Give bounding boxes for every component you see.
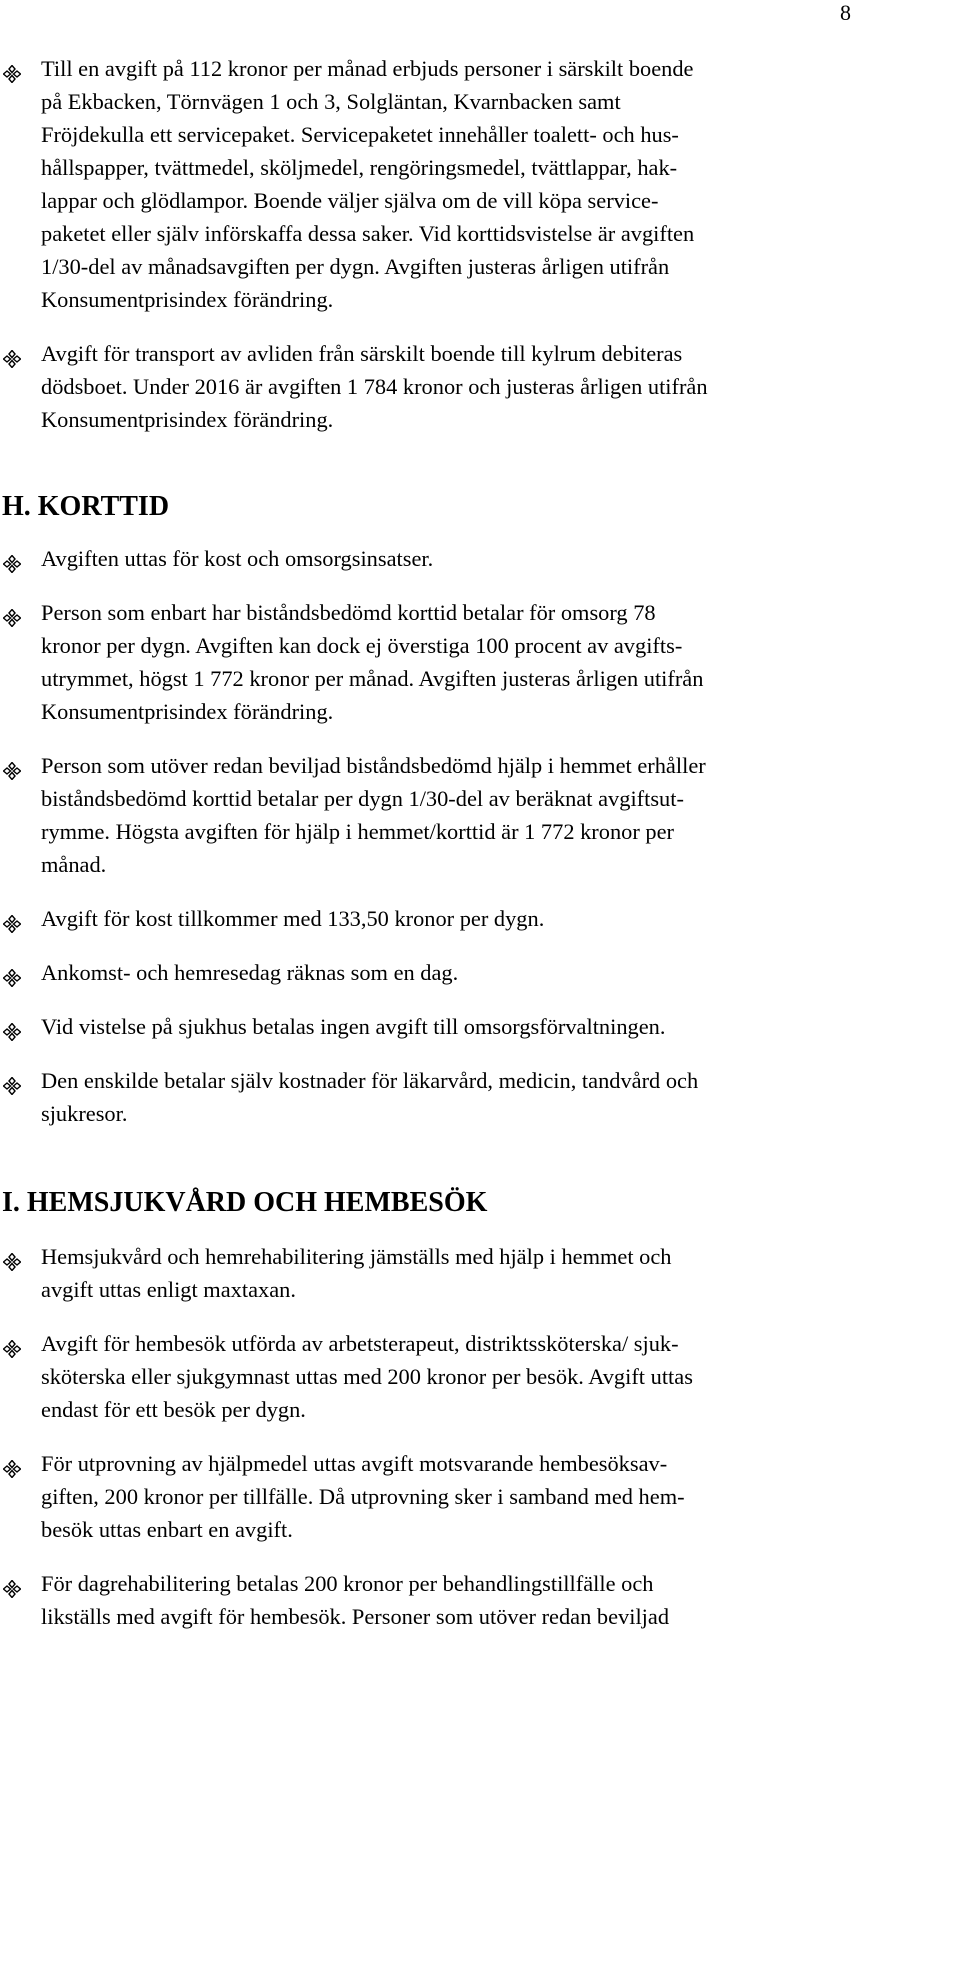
four-diamond-bullet-icon: [3, 1334, 21, 1352]
four-diamond-bullet-icon: [3, 344, 21, 362]
item-transport-avliden: [0, 337, 910, 436]
line: Avgift för transport av avliden från särskilt boende till kylrum debiteras: [41, 341, 683, 366]
item-ankomst: [0, 956, 910, 989]
four-diamond-bullet-icon: [3, 549, 21, 567]
four-diamond-bullet-icon: [3, 756, 21, 774]
line: Hemsjukvård och hemrehabilitering jämställs med hjälp i hemmet och: [41, 1244, 672, 1269]
item-hembesok: [0, 1327, 910, 1426]
item-enskilde-betalar: [0, 1064, 910, 1130]
line: sjukresor.: [41, 1101, 128, 1126]
line: Den enskilde betalar själv kostnader för läkarvård, medicin, tandvård och: [41, 1068, 699, 1093]
line: Ankomst- och hemresedag räknas som en dag.: [41, 960, 459, 985]
line: endast för ett besök per dygn.: [41, 1397, 306, 1422]
line: rymme. Högsta avgiften för hjälp i hemmet/korttid är 1 772 kronor per: [41, 819, 674, 844]
four-diamond-bullet-icon: [3, 1071, 21, 1089]
four-diamond-bullet-icon: [3, 1454, 21, 1472]
line: Till en avgift på 112 kronor per månad erbjuds personer i särskilt boende: [41, 56, 694, 81]
line: lappar och glödlampor. Boende väljer själva om de vill köpa service-: [41, 188, 659, 213]
line: giften, 200 kronor per tillfälle. Då utprovning sker i samband med hem-: [41, 1484, 685, 1509]
line: månad.: [41, 852, 107, 877]
line: hållspapper, tvättmedel, sköljmedel, rengöringsmedel, tvättlappar, hak-: [41, 155, 678, 180]
line: Avgift för hembesök utförda av arbetsterapeut, distriktssköterska/ sjuk-: [41, 1331, 679, 1356]
section-heading-korttid: H. KORTTID: [2, 491, 170, 522]
item-dagrehabilitering: [0, 1567, 910, 1633]
line: likställs med avgift för hembesök. Personer som utöver redan beviljad: [41, 1604, 670, 1629]
line: avgift uttas enligt maxtaxan.: [41, 1277, 296, 1302]
line: För utprovning av hjälpmedel uttas avgift motsvarande hembesöksav-: [41, 1451, 668, 1476]
item-utprovning: [0, 1447, 910, 1546]
item-hemsjukvard: [0, 1240, 910, 1306]
line: Avgift för kost tillkommer med 133,50 kronor per dygn.: [41, 906, 545, 931]
page-number: 8: [840, 0, 851, 25]
page-content: [0, 52, 960, 1633]
item-sjukhus: [0, 1010, 910, 1043]
line: Avgiften uttas för kost och omsorgsinsatser.: [41, 546, 434, 571]
line: 1/30-del av månadsavgiften per dygn. Avgiften justeras årligen utifrån: [41, 254, 670, 279]
line: För dagrehabilitering betalas 200 kronor per behandlingstillfälle och: [41, 1571, 654, 1596]
line: dödsboet. Under 2016 är avgiften 1 784 kronor och justeras årligen utifrån: [41, 374, 708, 399]
item-enbart-korttid: [0, 596, 910, 728]
line: Konsumentprisindex förändring.: [41, 699, 334, 724]
four-diamond-bullet-icon: [3, 59, 21, 77]
line: Person som utöver redan beviljad biståndsbedömd hjälp i hemmet erhåller: [41, 753, 706, 778]
item-servicepaket: [0, 52, 910, 316]
line: biståndsbedömd korttid betalar per dygn 1/30-del av beräknat avgiftsut-: [41, 786, 684, 811]
item-kost-omsorg: [0, 542, 910, 575]
line: Vid vistelse på sjukhus betalas ingen avgift till omsorgsförvaltningen.: [41, 1014, 666, 1039]
line: sköterska eller sjukgymnast uttas med 200 kronor per besök. Avgift uttas: [41, 1364, 693, 1389]
four-diamond-bullet-icon: [3, 1574, 21, 1592]
item-beviljad-hjalp: [0, 749, 910, 881]
line: på Ekbacken, Törnvägen 1 och 3, Solgläntan, Kvarnbacken samt: [41, 89, 621, 114]
line: paketet eller själv införskaffa dessa saker. Vid korttidsvistelse är avgiften: [41, 221, 695, 246]
four-diamond-bullet-icon: [3, 909, 21, 927]
line: kronor per dygn. Avgiften kan dock ej överstiga 100 procent av avgifts-: [41, 633, 683, 658]
line: Konsumentprisindex förändring.: [41, 287, 334, 312]
four-diamond-bullet-icon: [3, 1247, 21, 1265]
line: besök uttas enbart en avgift.: [41, 1517, 293, 1542]
four-diamond-bullet-icon: [3, 603, 21, 621]
section-heading-hemsjukvard: I. HEMSJUKVÅRD OCH HEMBESÖK: [2, 1187, 488, 1218]
line: Fröjdekulla ett servicepaket. Servicepaketet innehåller toalett- och hus-: [41, 122, 679, 147]
four-diamond-bullet-icon: [3, 963, 21, 981]
four-diamond-bullet-icon: [3, 1017, 21, 1035]
line: Person som enbart har biståndsbedömd korttid betalar för omsorg 78: [41, 600, 656, 625]
item-kost-tillkommer: [0, 902, 910, 935]
line: Konsumentprisindex förändring.: [41, 407, 334, 432]
line: utrymmet, högst 1 772 kronor per månad. Avgiften justeras årligen utifrån: [41, 666, 704, 691]
